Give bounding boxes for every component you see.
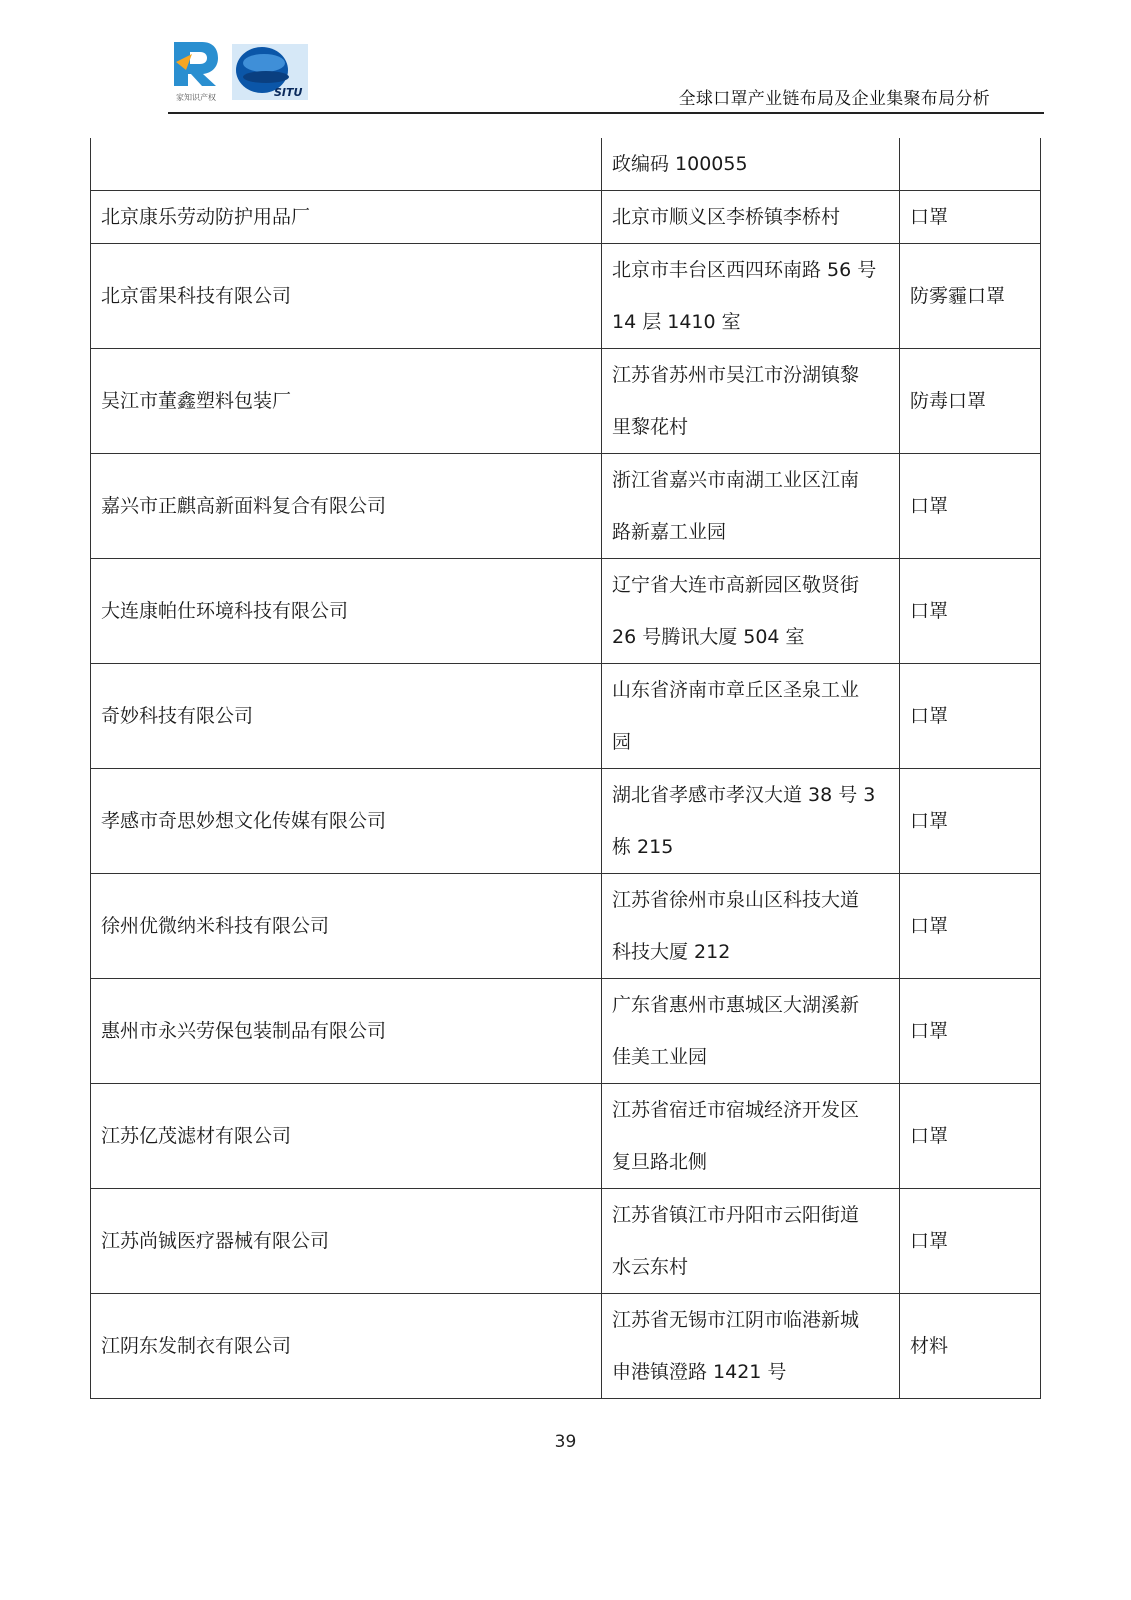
table-row bbox=[91, 664, 1041, 769]
address-line: 申港镇澄路 1421 号 bbox=[612, 1361, 787, 1383]
address-line: 湖北省孝感市孝汉大道 38 号 3 bbox=[612, 784, 876, 806]
address-line: 广东省惠州市惠城区大湖溪新 bbox=[612, 994, 860, 1016]
address-cell bbox=[602, 874, 900, 979]
header-divider bbox=[168, 112, 1044, 114]
address-cell bbox=[602, 979, 900, 1084]
address-line: 路新嘉工业园 bbox=[612, 521, 727, 543]
product-cell: 防雾霾口罩 bbox=[900, 244, 1041, 349]
product-cell: 材料 bbox=[900, 1294, 1041, 1399]
product-cell bbox=[900, 138, 1041, 191]
address-line: 北京市顺义区李桥镇李桥村 bbox=[612, 206, 841, 228]
company-name-cell: 徐州优微纳米科技有限公司 bbox=[91, 874, 602, 979]
table-row bbox=[91, 349, 1041, 454]
logo-caption: 家知识产权 bbox=[176, 93, 216, 102]
company-name-cell: 江苏尚铖医疗器械有限公司 bbox=[91, 1189, 602, 1294]
table-row bbox=[91, 1084, 1041, 1189]
company-name-cell: 惠州市永兴劳保包装制品有限公司 bbox=[91, 979, 602, 1084]
company-name-cell bbox=[91, 138, 602, 191]
address-cell bbox=[602, 244, 900, 349]
table-row bbox=[91, 244, 1041, 349]
address-line: 复旦路北侧 bbox=[612, 1151, 708, 1173]
table-row bbox=[91, 138, 1041, 191]
company-name-cell: 奇妙科技有限公司 bbox=[91, 664, 602, 769]
product-cell: 口罩 bbox=[900, 1084, 1041, 1189]
globe-logo-text: SITU bbox=[274, 86, 303, 99]
address-cell bbox=[602, 138, 900, 191]
address-cell bbox=[602, 559, 900, 664]
product-cell: 口罩 bbox=[900, 559, 1041, 664]
table-row bbox=[91, 559, 1041, 664]
address-line: 科技大厦 212 bbox=[612, 941, 731, 963]
address-line: 里黎花村 bbox=[612, 416, 689, 438]
address-line: 26 号腾讯大厦 504 室 bbox=[612, 626, 805, 648]
globe-logo-icon bbox=[232, 44, 308, 100]
company-table-body bbox=[91, 138, 1041, 1399]
address-line: 园 bbox=[612, 731, 632, 753]
address-line: 栋 215 bbox=[612, 836, 674, 858]
company-name-cell: 孝感市奇思妙想文化传媒有限公司 bbox=[91, 769, 602, 874]
company-name-cell: 江阴东发制衣有限公司 bbox=[91, 1294, 602, 1399]
address-line: 辽宁省大连市高新园区敬贤街 bbox=[612, 574, 860, 596]
address-cell bbox=[602, 1189, 900, 1294]
address-line: 政编码 100055 bbox=[612, 153, 748, 175]
product-cell: 口罩 bbox=[900, 1189, 1041, 1294]
product-cell: 口罩 bbox=[900, 979, 1041, 1084]
address-line: 江苏省无锡市江阴市临港新城 bbox=[612, 1309, 860, 1331]
company-name-cell: 嘉兴市正麒高新面料复合有限公司 bbox=[91, 454, 602, 559]
product-cell: 口罩 bbox=[900, 664, 1041, 769]
address-line: 浙江省嘉兴市南湖工业区江南 bbox=[612, 469, 860, 491]
table-row bbox=[91, 979, 1041, 1084]
address-cell bbox=[602, 769, 900, 874]
product-cell: 口罩 bbox=[900, 769, 1041, 874]
company-name-cell: 北京雷果科技有限公司 bbox=[91, 244, 602, 349]
address-line: 山东省济南市章丘区圣泉工业 bbox=[612, 679, 860, 701]
report-title: 全球口罩产业链布局及企业集聚布局分析 bbox=[678, 89, 990, 109]
r-logo-icon bbox=[172, 40, 220, 104]
company-name-cell: 北京康乐劳动防护用品厂 bbox=[91, 191, 602, 244]
company-name-cell: 江苏亿茂滤材有限公司 bbox=[91, 1084, 602, 1189]
address-line: 江苏省苏州市吴江市汾湖镇黎 bbox=[612, 364, 860, 386]
product-cell: 口罩 bbox=[900, 874, 1041, 979]
address-cell bbox=[602, 1294, 900, 1399]
address-line: 江苏省镇江市丹阳市云阳街道 bbox=[612, 1204, 860, 1226]
address-line: 佳美工业园 bbox=[612, 1046, 708, 1068]
address-line: 14 层 1410 室 bbox=[612, 311, 741, 333]
address-cell bbox=[602, 349, 900, 454]
company-name-cell: 吴江市董鑫塑料包装厂 bbox=[91, 349, 602, 454]
table-row bbox=[91, 1189, 1041, 1294]
product-cell: 口罩 bbox=[900, 191, 1041, 244]
table-row bbox=[91, 874, 1041, 979]
table-row bbox=[91, 769, 1041, 874]
address-cell bbox=[602, 664, 900, 769]
address-cell bbox=[602, 1084, 900, 1189]
table-row bbox=[91, 1294, 1041, 1399]
table-row bbox=[91, 454, 1041, 559]
company-table bbox=[90, 138, 1041, 1399]
product-cell: 防毒口罩 bbox=[900, 349, 1041, 454]
page-number: 39 bbox=[554, 1432, 577, 1452]
company-name-cell: 大连康帕仕环境科技有限公司 bbox=[91, 559, 602, 664]
address-cell bbox=[602, 191, 900, 244]
address-line: 江苏省徐州市泉山区科技大道 bbox=[612, 889, 860, 911]
address-line: 江苏省宿迁市宿城经济开发区 bbox=[612, 1099, 860, 1121]
address-line: 北京市丰台区西四环南路 56 号 bbox=[612, 259, 877, 281]
product-cell: 口罩 bbox=[900, 454, 1041, 559]
address-cell bbox=[602, 454, 900, 559]
address-line: 水云东村 bbox=[612, 1256, 689, 1278]
table-row bbox=[91, 191, 1041, 244]
